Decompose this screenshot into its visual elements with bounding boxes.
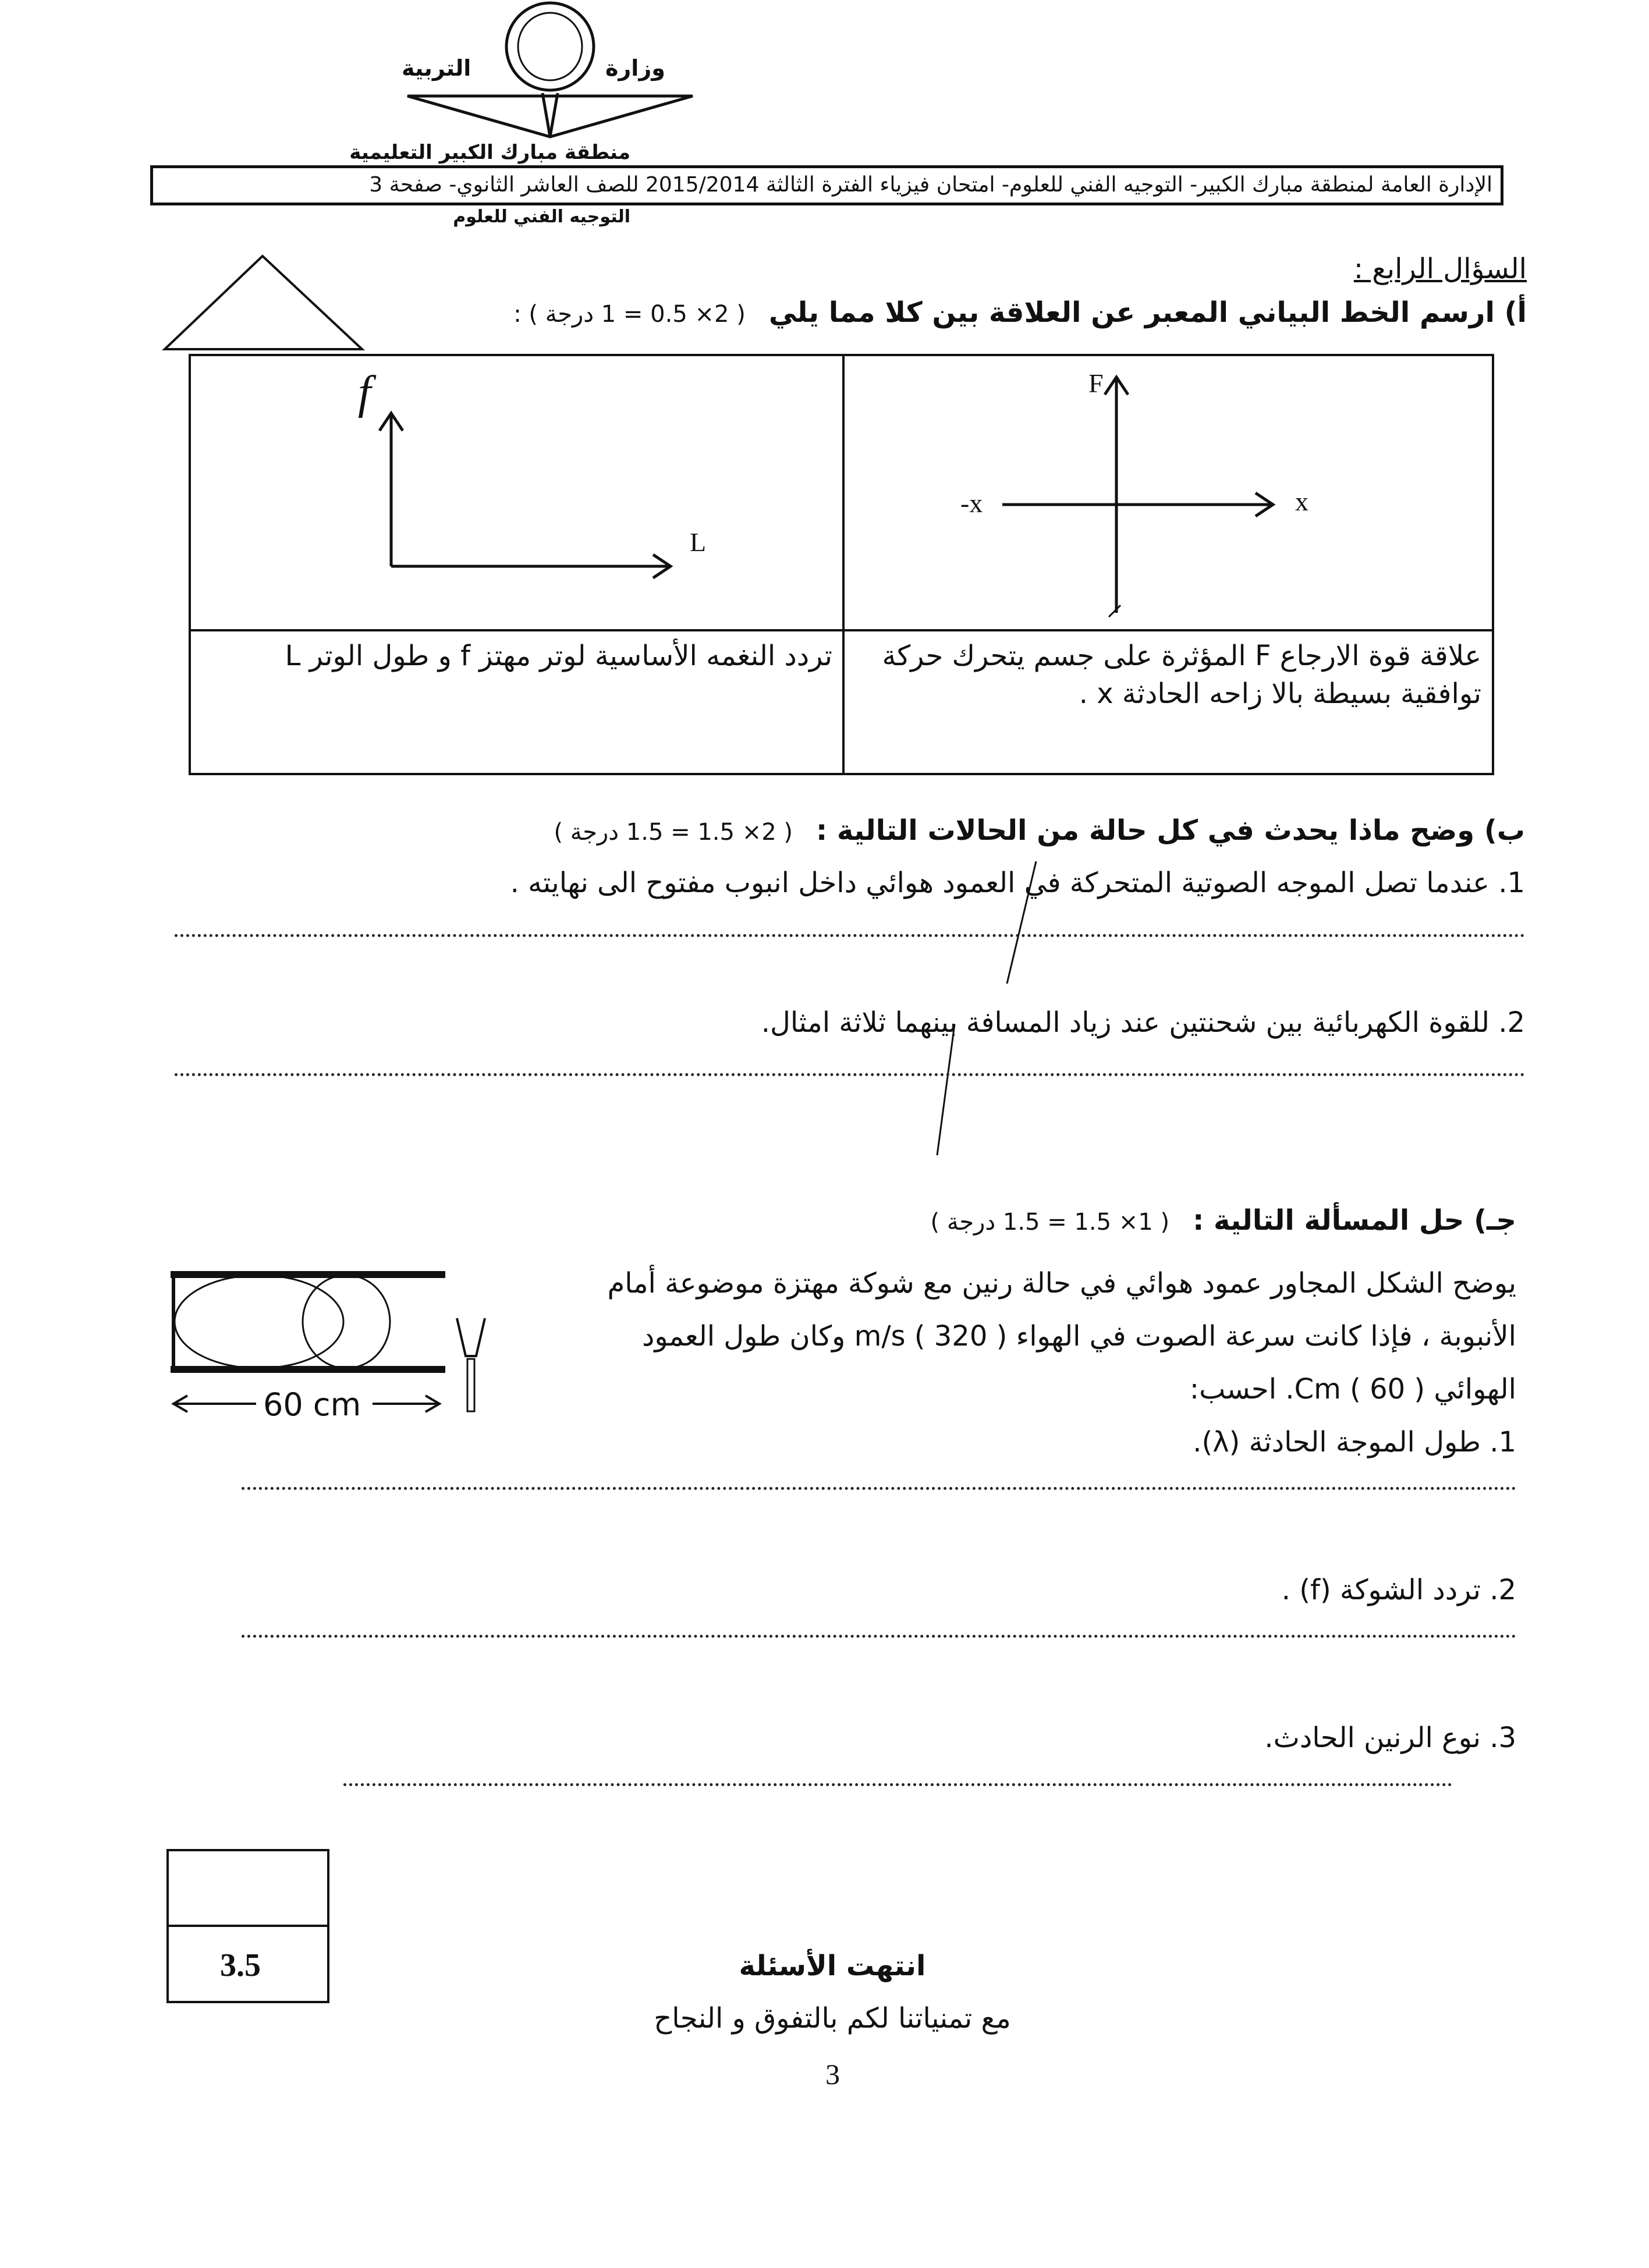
part-c-item-2: 2. تردد الشوكة (f) . [1281,1573,1516,1606]
part-b-block [175,812,1525,1076]
answer-line-b2[interactable] [175,1073,1525,1076]
logo-right-text: التربية [402,55,471,81]
part-b-item-1: 1. عندما تصل الموجه الصوتية المتحركة في العمود هوائي داخل انبوب مفتوح الى نهايته . [510,866,1525,899]
end-of-questions: انتهت الأسئلة [739,1950,926,1982]
header-block [150,140,1503,228]
part-b-marks: ( 2× 1.5 = 1.5 درجة ) [554,819,793,846]
part-c-item-1: 1. طول الموجة الحادثة (λ). [1193,1426,1516,1459]
F-axis-label: F [1088,368,1104,398]
F-vs-x-axes [1002,377,1273,613]
cell-right-line1: علاقة قوة الارجاع F المؤثرة على جسم يتحرك حركة [882,640,1481,672]
score-value: 3.5 [220,1947,261,1983]
part-c-para-2: الأنبوبة ، فإذا كانت سرعة الصوت في الهواء m/s ( 320 ) وكان طول العمود [641,1319,1516,1353]
good-luck-wish: مع تمنياتنا لكم بالتفوق و النجاح [654,2002,1011,2035]
part-c-paragraph [533,1257,1516,1470]
cell-left-text: تردد النغمه الأساسية لوتر مهتز f و طول الوتر L [285,640,832,672]
x-axis-label: x [1295,487,1308,516]
cell-right [856,637,1481,713]
part-c-block [242,1202,1516,1786]
part-c-item-3: 3. نوع الرنين الحادث. [1264,1722,1516,1755]
f-vs-L-axes [380,413,671,578]
region-line: منطقة مبارك الكبير التعليمية [349,141,630,164]
part-a-marks: ( 2× 0.5 = 1 درجة ) : [513,300,746,328]
f-axis-label: f [358,367,371,418]
part-c-marks: ( 1× 1.5 = 1.5 درجة ) [930,1209,1170,1236]
triangle-shape [165,256,362,349]
part-b-label: ب) وضح ماذا يحدث في كل حالة من الحالات التالية : [816,814,1525,847]
figure-length-label: 60 cm [263,1386,361,1423]
part-a-label: أ) ارسم الخط البياني المعبر عن العلاقة بين كلا مما يلي [768,296,1527,329]
page-number: 3 [825,2058,840,2090]
answer-line-c1[interactable] [242,1487,1516,1490]
answer-line-c3[interactable] [343,1783,1452,1786]
cell-right-line2: توافقية بسيطة بالا زاحه الحادثة x . [1079,677,1481,710]
answer-line-c2[interactable] [242,1635,1516,1638]
header-title: الإدارة العامة لمنطقة مبارك الكبير- التوجيه الفني للعلوم- امتحان فيزياء الفترة الثالثة 2015/2014 للصف العاشر الثانوي- صفحة 3 [150,165,1503,205]
header-subline: التوجيه الفني للعلوم [453,206,630,227]
logo-left-text: وزارة [605,55,665,81]
L-axis-label: L [690,527,707,557]
part-c-para-3: الهوائي Cm ( 60 ). احسب: [1189,1373,1516,1406]
question-title: السؤال الرابع : [1353,253,1527,285]
neg-x-axis-label: -x [960,488,983,518]
part-a-heading-block [421,250,1527,332]
part-c-para-1: يوضح الشكل المجاور عمود هوائي في حالة رنين مع شوكة مهتزة موضوعة أمام [607,1266,1516,1300]
part-c-label: جـ) حل المسألة التالية : [1193,1204,1516,1237]
part-b-item-2: 2. للقوة الكهربائية بين شحنتين عند زياد المسافة بينهما ثلاثة امثال. [761,1006,1525,1039]
answer-line-b1[interactable] [175,934,1525,937]
